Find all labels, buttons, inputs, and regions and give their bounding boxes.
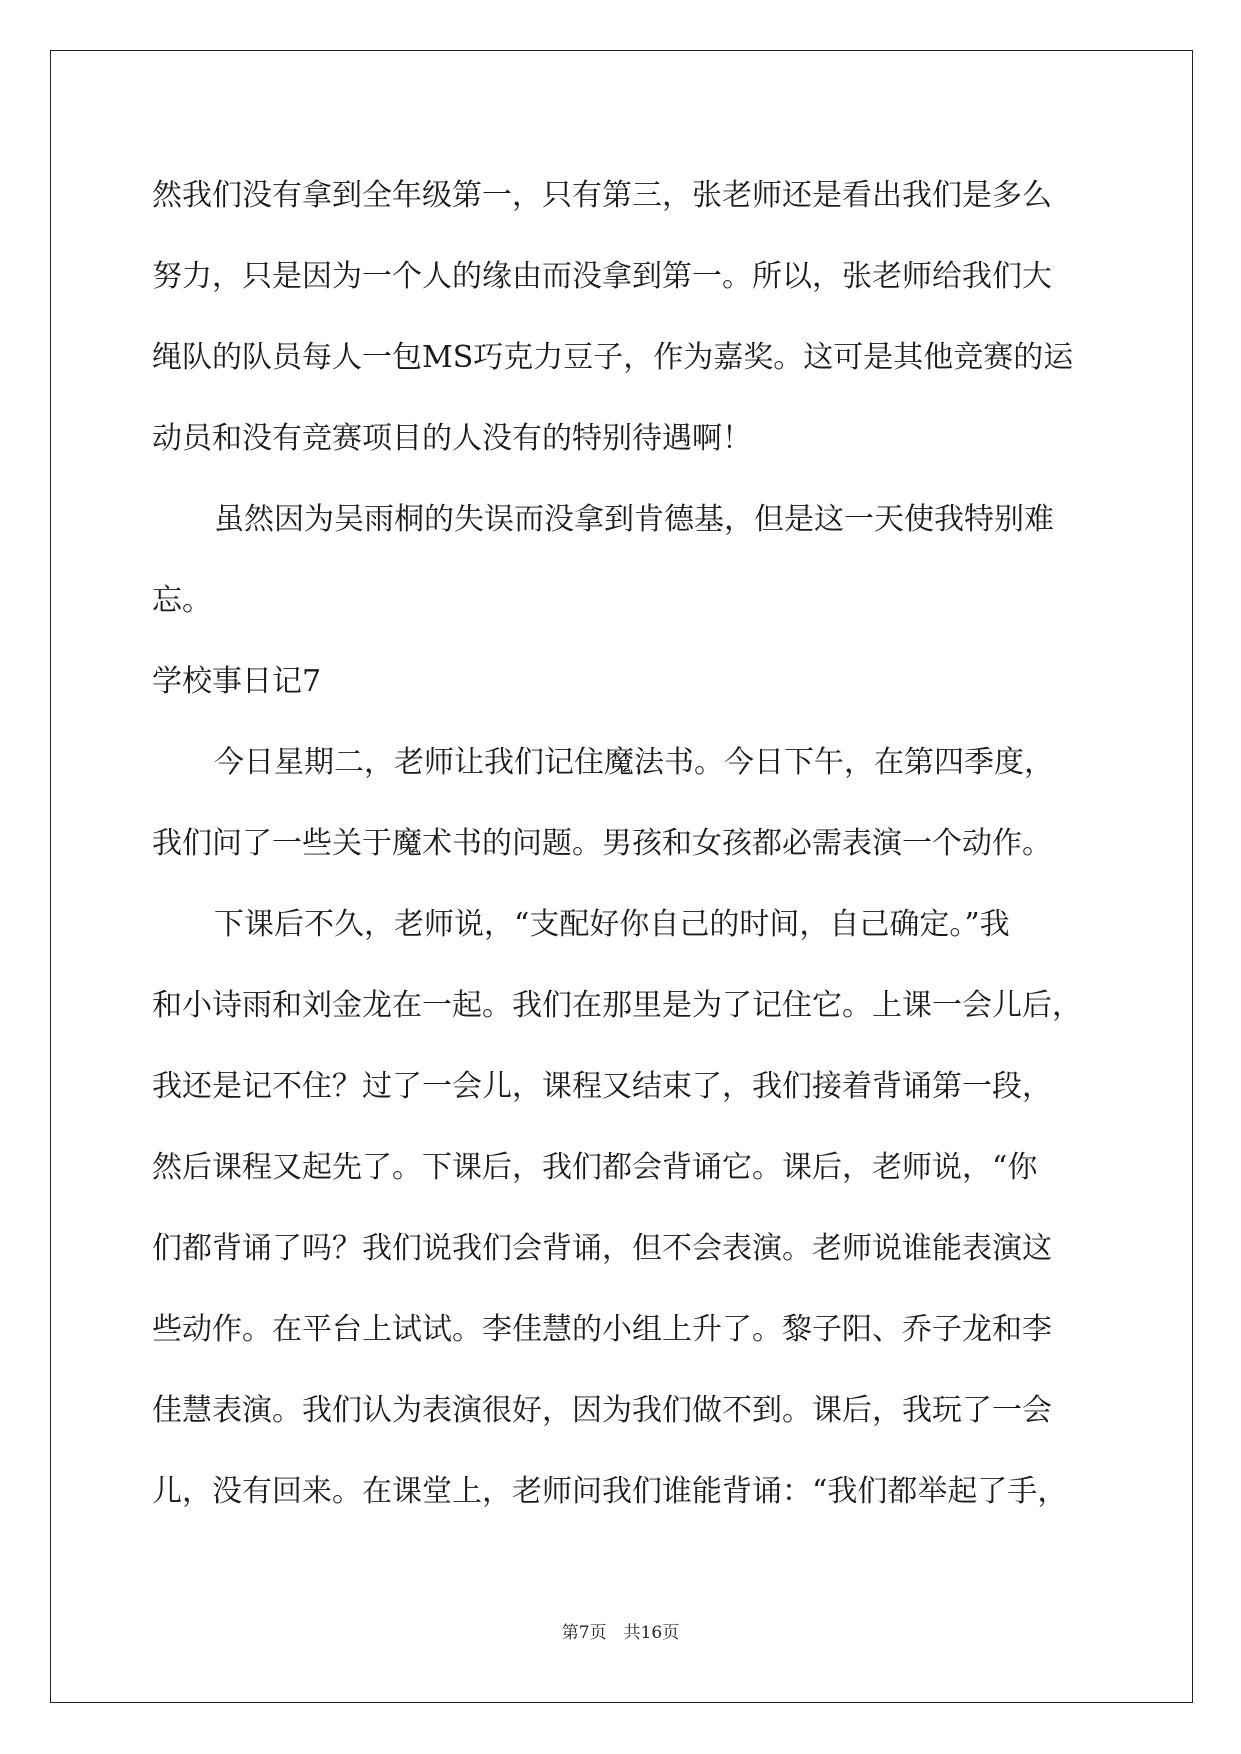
text-line: 们都背诵了吗？我们说我们会背诵，但不会表演。老师说谁能表演这 (152, 1231, 1052, 1266)
text-line: 些动作。在平台上试试。李佳慧的小组上升了。黎子阳、乔子龙和李 (152, 1312, 1052, 1347)
document-body (152, 155, 1092, 1532)
text-line: 努力，只是因为一个人的缘由而没拿到第一。所以，张老师给我们大 (152, 259, 1052, 294)
text-line: 然我们没有拿到全年级第一，只有第三，张老师还是看出我们是多么 (152, 178, 1052, 213)
text-line: 绳队的队员每人一包MS巧克力豆子，作为嘉奖。这可是其他竞赛的运 (152, 340, 1074, 375)
page-number-footer: 第7页 共16页 (561, 1623, 680, 1643)
text-line: 我们问了一些关于魔术书的问题。男孩和女孩都必需表演一个动作。 (152, 826, 1052, 861)
section-heading: 学校事日记7 (152, 664, 322, 699)
text-line: 儿，没有回来。在课堂上，老师问我们谁能背诵：“我们都举起了手， (152, 1474, 1068, 1509)
text-line: 动员和没有竞赛项目的人没有的特别待遇啊！ (152, 421, 752, 456)
paragraph-start-line: 今日星期二，老师让我们记住魔法书。今日下午，在第四季度， (214, 745, 1054, 780)
paragraph-start-line: 虽然因为吴雨桐的失误而没拿到肯德基，但是这一天使我特别难 (214, 502, 1054, 537)
text-line: 然后课程又起先了。下课后，我们都会背诵它。课后，老师说，“你 (152, 1150, 1038, 1185)
paragraph-start-line: 下课后不久，老师说，“支配好你自己的时间，自己确定。”我 (214, 907, 1010, 942)
text-line: 佳慧表演。我们认为表演很好，因为我们做不到。课后，我玩了一会 (152, 1393, 1052, 1428)
text-line: 我还是记不住？过了一会儿，课程又结束了，我们接着背诵第一段， (152, 1069, 1052, 1104)
text-line: 和小诗雨和刘金龙在一起。我们在那里是为了记住它。上课一会儿后， (152, 988, 1082, 1023)
text-line: 忘。 (152, 583, 212, 618)
